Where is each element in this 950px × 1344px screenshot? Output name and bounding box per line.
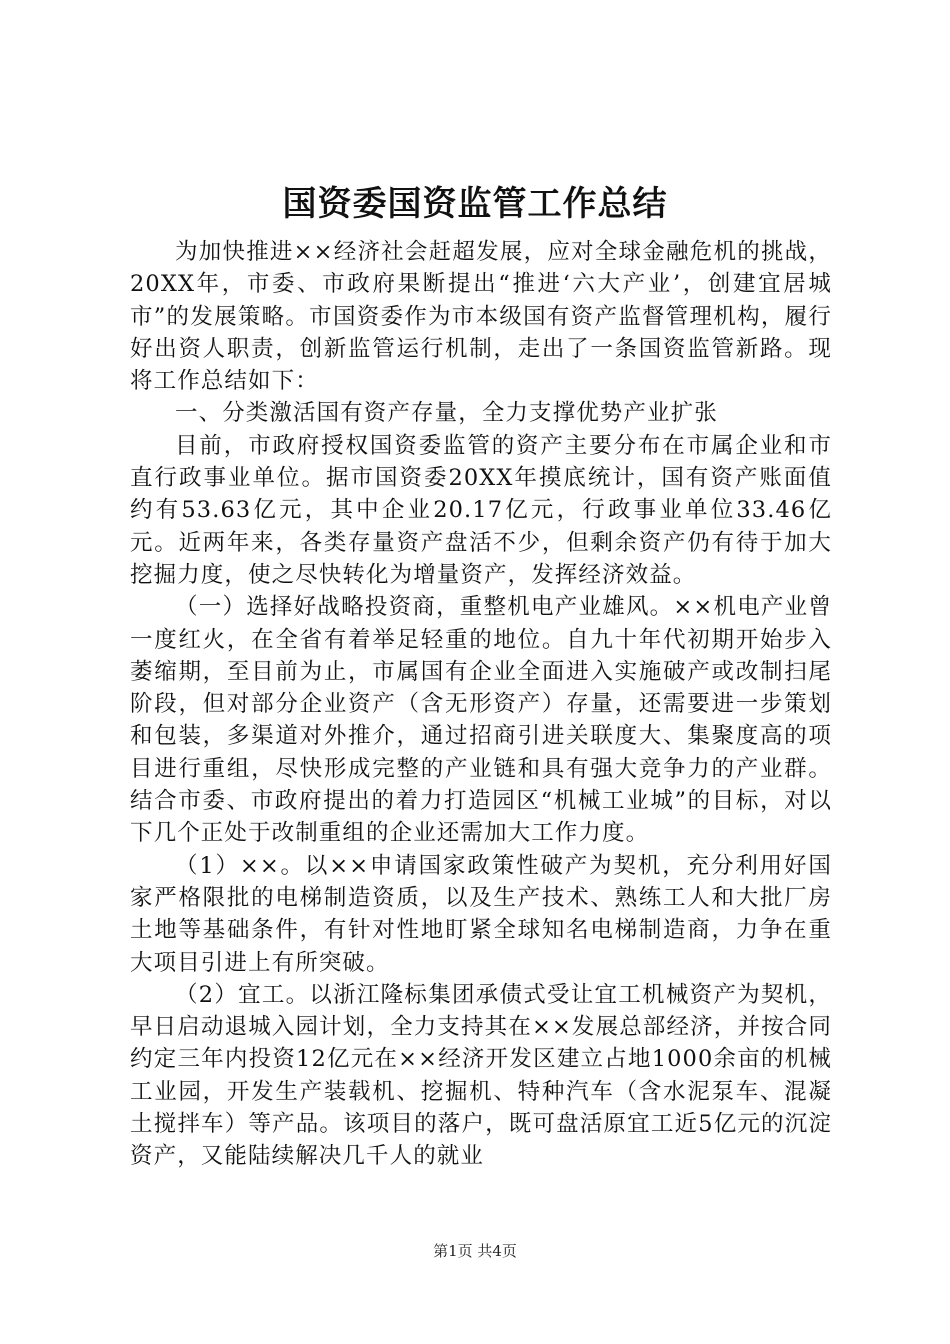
section-heading-1: 一、分类激活国有资产存量，全力支撑优势产业扩张 — [175, 400, 718, 427]
document-title: 国资委国资监管工作总结 — [282, 184, 668, 224]
document-body — [130, 236, 832, 1173]
subsection-heading-1: （一）选择好战略投资商，重整机电产业雄风。××机电产业曾一度红火，在全省有着举足轻重的地位。自九十年代初期开始步入萎缩期，至目前为止，市属国有企业全面进入实施破产或改制扫尾阶段，但对部分企业资产（含无形资产）存量，还需要进一步策划和包装，多渠道对外推介，通过招商引进关联度大、集聚度高的项目进行重组，尽快形成完整的产业链和具有强大竞争力的产业群。结合市委、市政府提出的着力打造园区“机械工业城”的目标，对以下几个正处于改制重组的企业还需加大工作力度。 — [130, 594, 832, 847]
paragraph-item-1: （1）××。以××申请国家政策性破产为契机，充分利用好国家严格限批的电梯制造资质，以及生产技术、熟练工人和大批厂房土地等基础条件，有针对性地盯紧全球知名电梯制造商，力争在重大项目引进上有所突破。 — [130, 852, 832, 976]
page-number-footer: 第1页 共4页 — [433, 1242, 517, 1260]
paragraph-intro: 为加快推进××经济社会赶超发展，应对全球金融危机的挑战，20XX年，市委、市政府果断提出“推进‘六大产业’，创建宜居城市”的发展策略。市国资委作为市本级国有资产监督管理机构，履行好出资人职责，创新监管运行机制，走出了一条国资监管新路。现将工作总结如下： — [130, 239, 832, 395]
paragraph-assets-overview: 目前，市政府授权国资委监管的资产主要分布在市属企业和市直行政事业单位。据市国资委20XX年摸底统计，国有资产账面值约有53.63亿元，其中企业20.17亿元，行政事业单位33.46亿元。近两年来，各类存量资产盘活不少，但剩余资产仍有待于加大挖掘力度，使之尽快转化为增量资产，发挥经济效益。 — [130, 432, 832, 588]
paragraph-item-2: （2）宜工。以浙江隆标集团承债式受让宜工机械资产为契机，早日启动退城入园计划，全力支持其在××发展总部经济，并按合同约定三年内投资12亿元在××经济开发区建立占地1000余亩的机械工业园，开发生产装载机、挖掘机、特种汽车（含水泥泵车、混凝土搅拌车）等产品。该项目的落户，既可盘活原宜工近5亿元的沉淀资产，又能陆续解决几千人的就业 — [130, 981, 832, 1170]
